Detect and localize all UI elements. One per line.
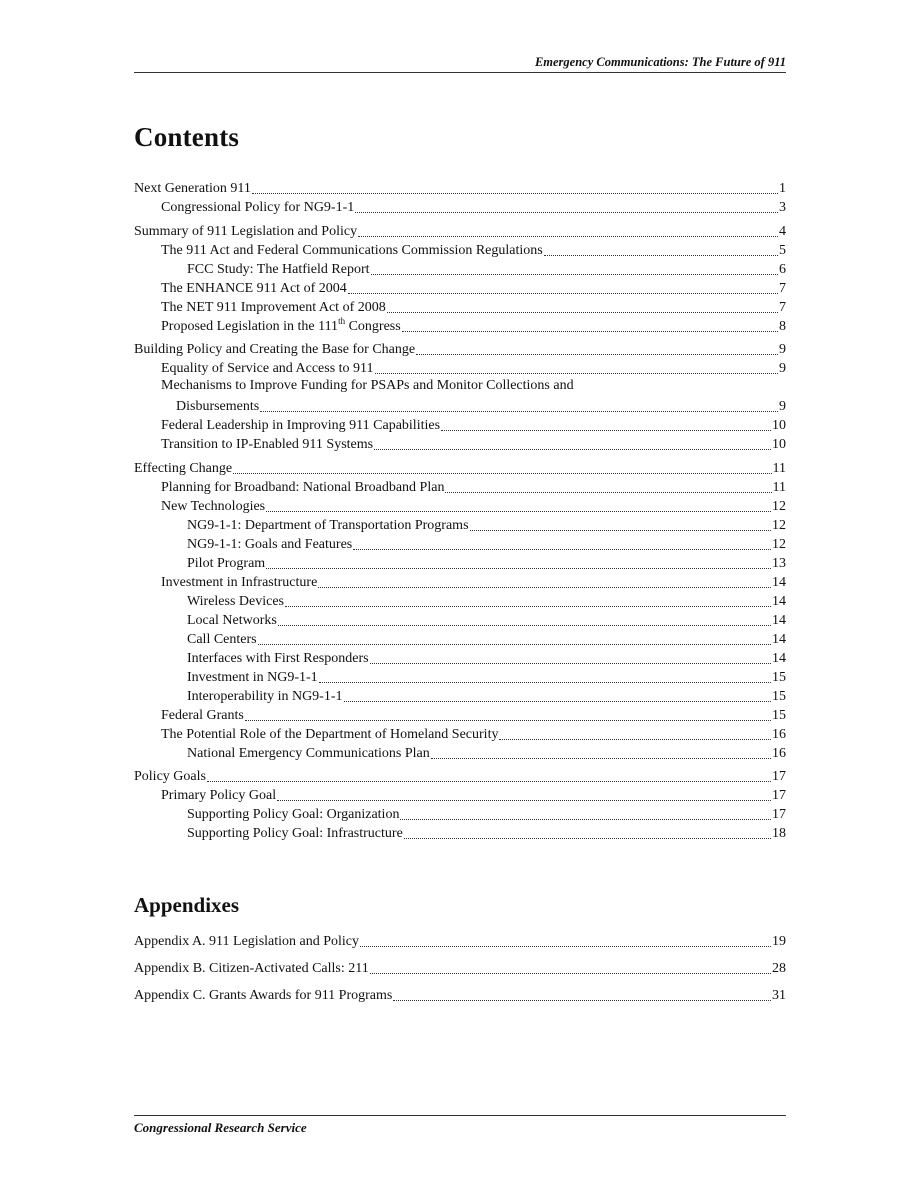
toc-entry-wireless-devices[interactable]: Wireless Devices 14 — [187, 593, 786, 609]
toc-entry-appendix-a[interactable]: Appendix A. 911 Legislation and Policy 19 — [134, 934, 786, 949]
toc-entry-appendix-b[interactable]: Appendix B. Citizen-Activated Calls: 211 28 — [134, 961, 786, 976]
appendixes-heading: Appendixes — [134, 893, 240, 917]
toc-entry-interoperability[interactable]: Interoperability in NG9-1-1 15 — [187, 688, 786, 704]
toc-entry-appendix-c[interactable]: Appendix C. Grants Awards for 911 Programs 31 — [134, 988, 786, 1003]
toc-entry-broadband-plan[interactable]: Planning for Broadband: National Broadband Plan 11 — [161, 479, 786, 495]
toc-entry-goals-features[interactable]: NG9-1-1: Goals and Features 12 — [187, 536, 786, 552]
toc-entry-congressional-policy[interactable]: Congressional Policy for NG9-1-1 3 — [161, 200, 786, 215]
toc-entry-primary-policy-goal[interactable]: Primary Policy Goal 17 — [161, 788, 786, 803]
footer-rule — [134, 1115, 786, 1116]
toc-entry-goal-infrastructure[interactable]: Supporting Policy Goal: Infrastructure 18 — [187, 826, 786, 841]
toc-entry-first-responders[interactable]: Interfaces with First Responders 14 — [187, 650, 786, 666]
toc-entry-proposed-legislation[interactable]: Proposed Legislation in the 111th Congress 8 — [161, 315, 786, 334]
toc-entry-dhs-role[interactable]: The Potential Role of the Department of Homeland Security 16 — [161, 726, 786, 742]
toc-entry-summary-legislation[interactable]: Summary of 911 Legislation and Policy 4 — [134, 223, 786, 239]
toc-entry-hatfield-report[interactable]: FCC Study: The Hatfield Report 6 — [187, 261, 786, 277]
toc-entry-dot-programs[interactable]: NG9-1-1: Department of Transportation Programs 12 — [187, 517, 786, 533]
toc-entry-investment-infrastructure[interactable]: Investment in Infrastructure 14 — [161, 574, 786, 590]
toc-entry-new-technologies[interactable]: New Technologies 12 — [161, 498, 786, 514]
toc-entry-ip-transition[interactable]: Transition to IP-Enabled 911 Systems 10 — [161, 437, 786, 452]
running-header: Emergency Communications: The Future of 911 — [534, 55, 786, 69]
header-rule — [134, 72, 786, 73]
toc-entry-enhance-911-act[interactable]: The ENHANCE 911 Act of 2004 7 — [161, 280, 786, 296]
toc-entry-911-act-fcc[interactable]: The 911 Act and Federal Communications Commission Regulations 5 — [161, 242, 786, 258]
toc-entry-call-centers[interactable]: Call Centers 14 — [187, 631, 786, 647]
toc-entry-federal-grants[interactable]: Federal Grants 15 — [161, 707, 786, 723]
running-footer: Congressional Research Service — [134, 1120, 307, 1135]
toc-entry-federal-leadership[interactable]: Federal Leadership in Improving 911 Capabilities 10 — [161, 418, 786, 433]
table-of-contents — [134, 178, 786, 842]
contents-heading: Contents — [134, 122, 240, 152]
toc-entry-equality-of-service[interactable]: Equality of Service and Access to 911 9 — [161, 361, 786, 376]
toc-entry-goal-organization[interactable]: Supporting Policy Goal: Organization 17 — [187, 807, 786, 822]
toc-entry-investment-ng911[interactable]: Investment in NG9-1-1 15 — [187, 669, 786, 685]
toc-entry-funding-mechanisms[interactable]: Mechanisms to Improve Funding for PSAPs and Monitor Collections and Disbursements 9 — [161, 378, 786, 414]
toc-entry-net-911-act[interactable]: The NET 911 Improvement Act of 2008 7 — [161, 299, 786, 315]
toc-entry-policy-goals[interactable]: Policy Goals 17 — [134, 769, 786, 784]
appendixes-list — [134, 931, 786, 1012]
toc-entry-effecting-change[interactable]: Effecting Change 11 — [134, 460, 786, 476]
toc-entry-local-networks[interactable]: Local Networks 14 — [187, 612, 786, 628]
toc-entry-pilot-program[interactable]: Pilot Program 13 — [187, 555, 786, 571]
toc-entry-building-policy[interactable]: Building Policy and Creating the Base for Change 9 — [134, 342, 786, 357]
toc-entry-necp[interactable]: National Emergency Communications Plan 16 — [187, 745, 786, 761]
toc-entry-next-generation-911[interactable]: Next Generation 911 1 — [134, 181, 786, 196]
